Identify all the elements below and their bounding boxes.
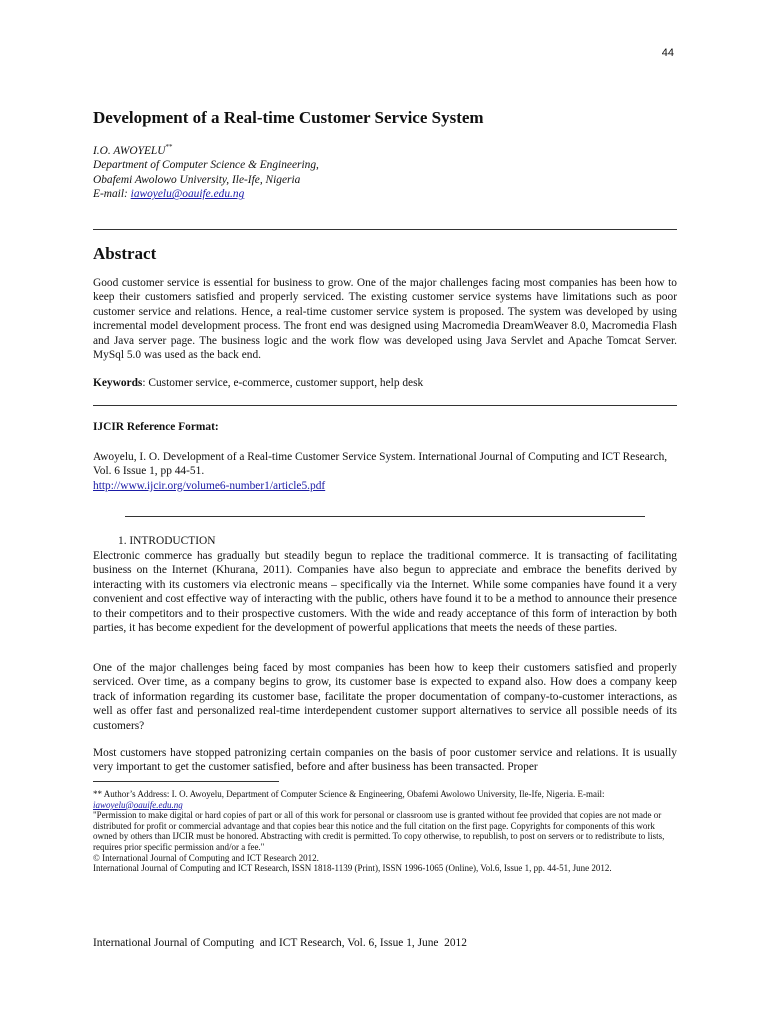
keywords-line [93,376,677,390]
footnote-block [93,789,677,874]
author-university: Obafemi Awolowo University, Ile-Ife, Nigeria [93,173,301,186]
footnote-address-line [93,789,677,810]
footnote-rule [93,781,279,782]
reference-citation: Awoyelu, I. O. Development of a Real-time Customer Service System. International Journal of Computing and ICT Research, Vol. 6 Issue 1, pp 44-51. [93,451,668,478]
introduction-heading: 1. INTRODUCTION [118,535,216,547]
author-email-link[interactable]: iawoyelu@oauife.edu.ng [130,188,245,201]
author-block [93,140,319,202]
intro-paragraph-1-text: Electronic commerce has gradually but steadily begun to replace the traditional commerce. It is transacting of facilitating business on the Internet (Khurana, 2011). Companies have also begun to appreciate and embrace the benefits derived by interacting with its customers via electronic means – specifically via the Internet. While some companies have found it a very convenient and cost effective way of interacting with the public, others have found it to be a method to announce their presence to their competitors and to their prospective customers. With the wide and ready acceptance of this form of interaction by both parties, it has become expedient for the development of powerful applications that meets the needs of these parties. [93,550,677,635]
abstract-body [93,276,677,362]
divider-middle [93,405,677,406]
intro-paragraph-2-text: One of the major challenges being faced by most companies has been how to keep their customers satisfied and properly serviced. Over time, as a company begins to grow, its customer base is expected to expand also. How does a company keep track of information regarding its customer base, facilitate the proper documentation of company-to-customer interactions, as well as offer fast and personalized real-time interdependent customer support alternatives to service all possible needs of its customers? [93,662,677,732]
reference-url-link[interactable]: http://www.ijcir.org/volume6-number1/article5.pdf [93,479,326,492]
abstract-text: Good customer service is essential for business to grow. One of the major challenges facing most companies has been how to keep their customers satisfied and properly serviced. The existing customer service systems have limitations such as poor customer service and relations. Hence, a real-time customer service system is proposed. The system was developed by using incremental model development process. The front end was designed using Macromedia DreamWeaver 8.0, Macromedia Flash and Java server page. The business logic and the work flow was developed using Java Servlet and Apache Tomcat Server. MySql 5.0 was used as the back end. [93,277,677,362]
page-footer: International Journal of Computing and ICT Research, Vol. 6, Issue 1, June 2012 [93,937,467,949]
author-department: Department of Computer Science & Engineering, [93,159,319,172]
footnote-address: : I. O. Awoyelu, Department of Computer Science & Engineering, Obafemi Awolowo University, Ile-Ife, Nigeria. E-mail: [166,789,605,799]
reference-heading: IJCIR Reference Format: [93,421,219,433]
paper-title: Development of a Real-time Customer Service System [93,108,484,127]
author-line [93,140,319,158]
email-label: E-mail: [93,188,128,201]
footnote-permission: "Permission to make digital or hard copies of part or all of this work for personal or classroom use is granted without fee provided that copies are not made or distributed for profit or commercial advantage and that copies bear this notice and the full citation on the first page. Copyrights for components of this work owned by others than IJCIR must be honored. Abstracting with credit is permitted. To copy otherwise, to republish, to post on servers or to redistribute to lists, requires prior specific permission and/or a fee." [93,810,665,852]
footnote-copyright: © International Journal of Computing and ICT Research 2012. [93,852,319,863]
divider-top [93,229,677,230]
divider-short [125,516,645,517]
keywords-text: : Customer service, e-commerce, customer support, help desk [142,377,424,389]
intro-paragraph-2 [93,661,677,733]
footnote-email-link[interactable]: iawoyelu@oauife.edu.ng [93,799,183,810]
author-name: I.O. AWOYELU [93,144,166,157]
page-number: 44 [661,47,674,59]
author-email-line [93,187,319,202]
reference-heading-block [93,420,677,434]
author-marker: ** [165,143,173,151]
footnote-label: Author’s Address [103,789,167,799]
intro-paragraph-3-text: Most customers have stopped patronizing certain companies on the basis of poor customer service and relations. It is usually very important to get the customer satisfied, before and after business has been transacted. Proper [93,747,677,774]
footnote-issn: International Journal of Computing and ICT Research, ISSN 1818-1139 (Print), ISSN 1996-1065 (Online), Vol.6, Issue 1, pp. 44-51, June 2012. [93,863,612,874]
reference-block [93,450,677,493]
footnote-marker: ** [93,789,104,799]
keywords-label: Keywords [93,377,143,389]
intro-paragraph-1 [93,549,677,635]
intro-paragraph-3 [93,746,677,775]
abstract-heading: Abstract [93,244,157,263]
